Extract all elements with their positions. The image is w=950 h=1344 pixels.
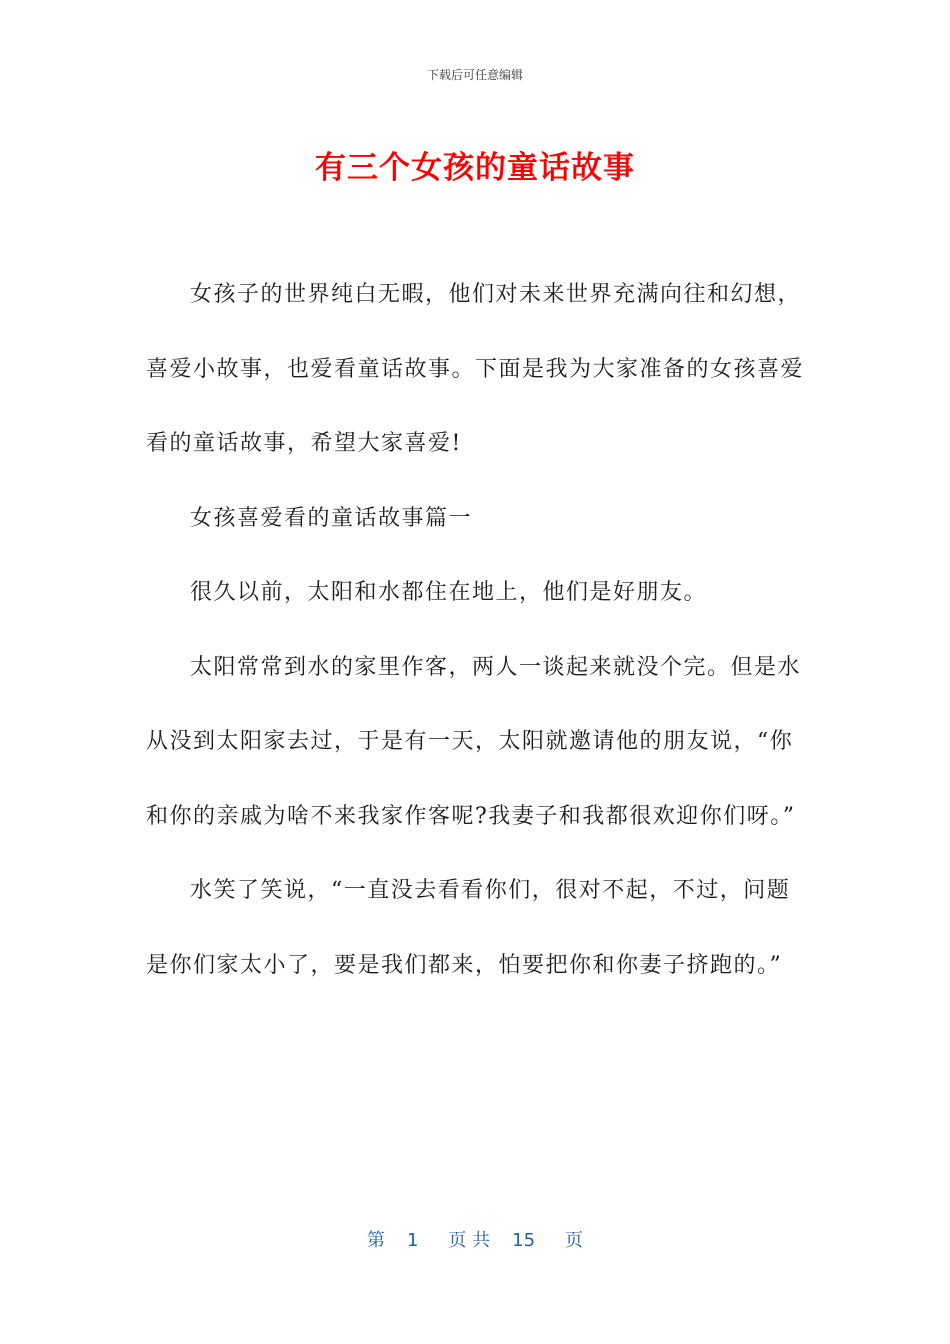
section-heading: 女孩喜爱看的童话故事篇一 xyxy=(190,505,473,531)
document-body xyxy=(146,258,806,1003)
current-page-number: 1 xyxy=(406,1230,419,1251)
footer-middle: 页 共 xyxy=(448,1230,491,1251)
header-note: 下载后可任意编辑 xyxy=(426,68,523,82)
paragraph: 太阳常常到水的家里作客，两人一谈起来就没个完。但是水从没到太阳家去过，于是有一天，太阳就邀请他的朋友说，“你和你的亲戚为啥不来我家作客呢?我妻子和我都很欢迎你们呀。” xyxy=(146,654,802,829)
footer-prefix: 第 xyxy=(366,1230,385,1251)
footer-suffix: 页 xyxy=(565,1230,584,1251)
paragraph: 水笑了笑说，“一直没去看看你们，很对不起，不过，问题是你们家太小了，要是我们都来，怕要把你和你妻子挤跑的。” xyxy=(146,878,791,978)
page-footer xyxy=(0,1226,950,1252)
paragraph: 很久以前，太阳和水都住在地上，他们是好朋友。 xyxy=(190,580,708,605)
total-pages-number: 15 xyxy=(512,1230,536,1251)
paragraph: 女孩子的世界纯白无暇，他们对未来世界充满向往和幻想，喜爱小故事，也爱看童话故事。下面是我为大家准备的女孩喜爱看的童话故事，希望大家喜爱! xyxy=(146,282,805,456)
document-title: 有三个女孩的童话故事 xyxy=(315,150,635,186)
